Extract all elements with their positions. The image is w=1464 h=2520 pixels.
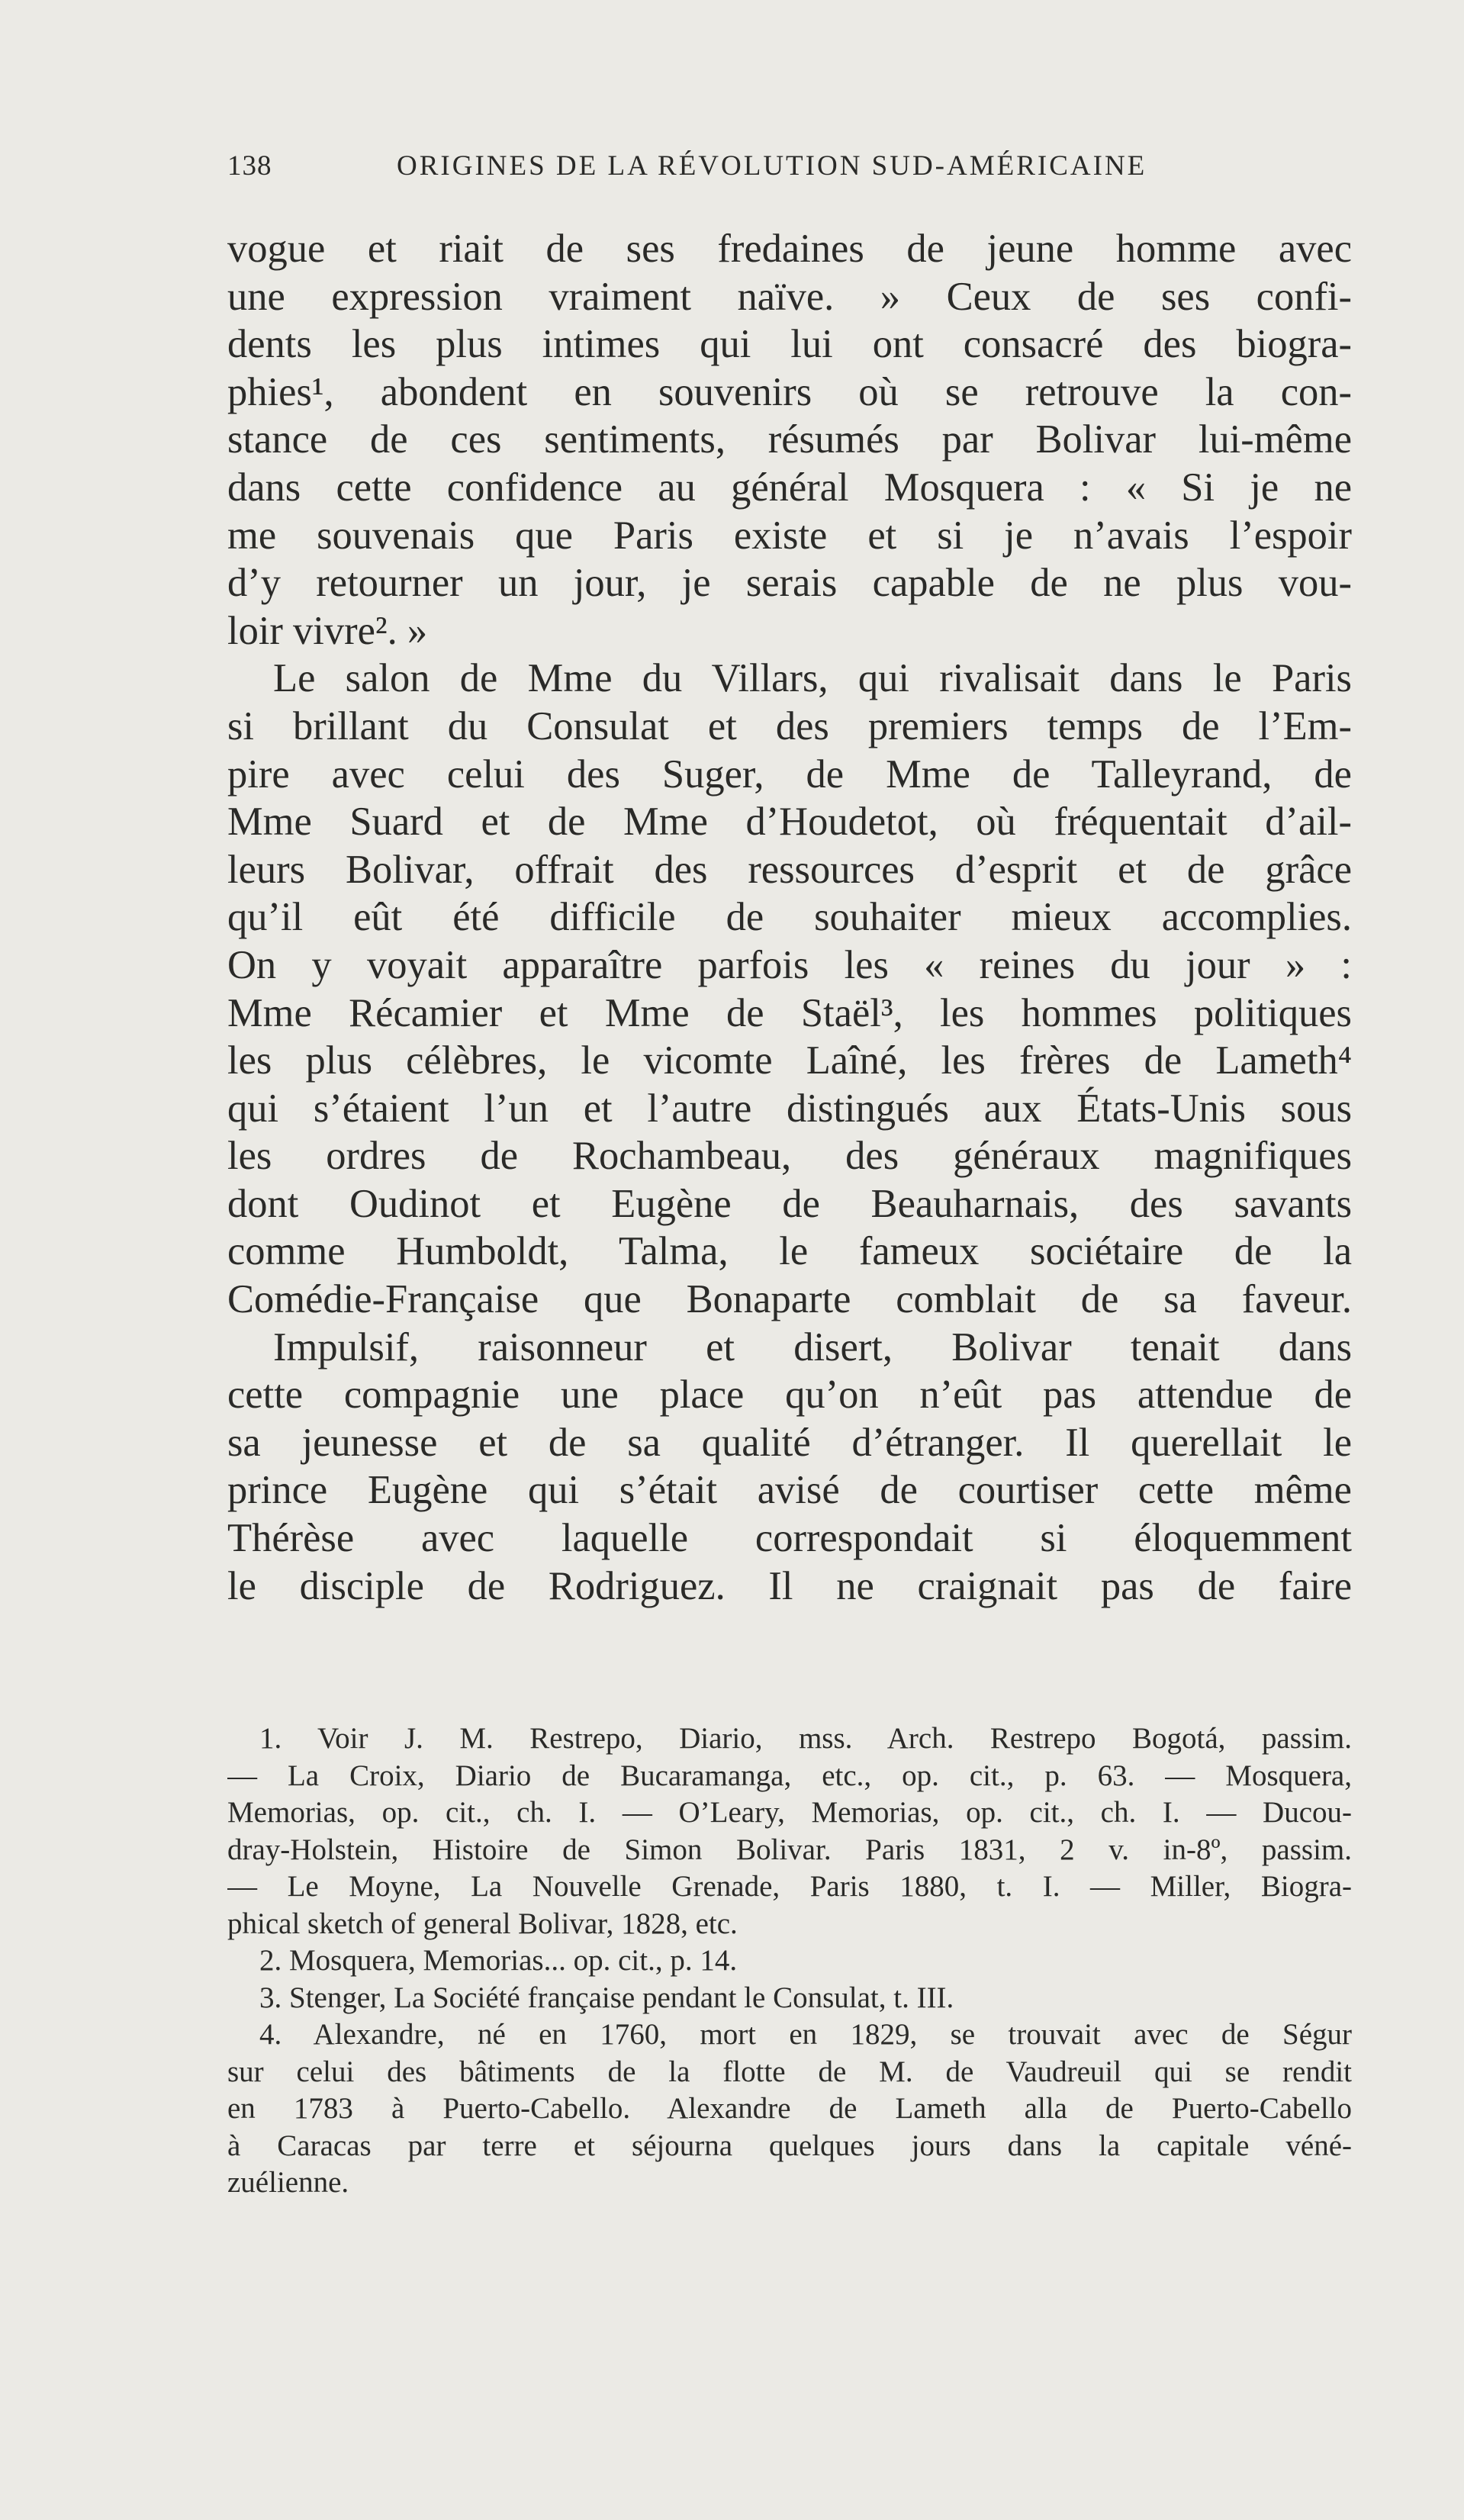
footnote-line: sur celui des bâtiments de la flotte de M. de Vaudreuil qui se rendit <box>227 2055 1352 2088</box>
footnote-line: phical sketch of general Bolivar, 1828, etc. <box>227 1907 738 1940</box>
body-line: Mme Récamier et Mme de Staël³, les hommes politiques <box>227 990 1352 1035</box>
footnote-line: — Le Moyne, La Nouvelle Grenade, Paris 1880, t. I. — Miller, Biogra- <box>227 1870 1352 1903</box>
body-text <box>227 225 1352 1610</box>
body-line: prince Eugène qui s’était avisé de courtiser cette même <box>227 1468 1352 1513</box>
body-line: qu’il eût été difficile de souhaiter mieux accomplies. <box>227 895 1352 940</box>
footnote-line: 3. Stenger, La Société française pendant le Consulat, t. III. <box>259 1981 954 2014</box>
body-line: sa jeunesse et de sa qualité d’étranger. Il querellait le <box>227 1420 1352 1465</box>
footnote-line: — La Croix, Diario de Bucaramanga, etc., op. cit., p. 63. — Mosquera, <box>227 1759 1352 1792</box>
body-line: Mme Suard et de Mme d’Houdetot, où fréquentait d’ail- <box>227 800 1352 845</box>
footnote-line: zuélienne. <box>227 2166 349 2199</box>
footnote-line: 1. Voir J. M. Restrepo, Diario, mss. Arch. Restrepo Bogotá, passim. <box>259 1722 1352 1755</box>
body-line: cette compagnie une place qu’on n’eût pas attendue de <box>227 1373 1352 1418</box>
footnote-line: 2. Mosquera, Memorias... op. cit., p. 14. <box>259 1944 738 1977</box>
body-line: dents les plus intimes qui lui ont consacré des biogra- <box>227 322 1352 367</box>
body-line: une expression vraiment naïve. » Ceux de ses confi- <box>227 274 1352 319</box>
body-line: le disciple de Rodriguez. Il ne craignait pas de faire <box>227 1563 1352 1608</box>
footnotes <box>227 1720 1352 2202</box>
body-line: qui s’étaient l’un et l’autre distingués aux États-Unis sous <box>227 1086 1352 1131</box>
body-line: Thérèse avec laquelle correspondait si éloquemment <box>227 1516 1352 1561</box>
body-line: me souvenais que Paris existe et si je n’avais l’espoir <box>227 513 1352 558</box>
body-line: On y voyait apparaître parfois les « reines du jour » : <box>227 942 1352 987</box>
footnote-line: Memorias, op. cit., ch. I. — O’Leary, Memorias, op. cit., ch. I. — Ducou- <box>227 1796 1352 1829</box>
footnote-line: dray-Holstein, Histoire de Simon Bolivar. Paris 1831, 2 v. in-8º, passim. <box>227 1833 1352 1866</box>
body-line: dont Oudinot et Eugène de Beauharnais, des savants <box>227 1181 1352 1226</box>
body-line: si brillant du Consulat et des premiers temps de l’Em- <box>227 703 1352 748</box>
body-line: leurs Bolivar, offrait des ressources d’esprit et de grâce <box>227 847 1352 892</box>
body-line: vogue et riait de ses fredaines de jeune homme avec <box>227 227 1352 271</box>
body-line: pire avec celui des Suger, de Mme de Talleyrand, de <box>227 751 1352 797</box>
page-number: 138 <box>227 150 272 182</box>
body-line: d’y retourner un jour, je serais capable de ne plus vou- <box>227 561 1352 606</box>
body-line: comme Humboldt, Talma, le fameux sociétaire de la <box>227 1229 1352 1274</box>
body-line: les ordres de Rochambeau, des généraux magnifiques <box>227 1134 1352 1179</box>
running-header <box>227 150 1198 192</box>
body-line: Impulsif, raisonneur et disert, Bolivar tenait dans <box>273 1324 1352 1369</box>
running-title: ORIGINES DE LA RÉVOLUTION SUD-AMÉRICAINE <box>397 150 1147 182</box>
body-line: Comédie-Française que Bonaparte comblait de sa faveur. <box>227 1277 1352 1322</box>
footnote-line: 4. Alexandre, né en 1760, mort en 1829, se trouvait avec de Ségur <box>259 2018 1352 2051</box>
body-line: phies¹, abondent en souvenirs où se retrouve la con- <box>227 369 1352 414</box>
body-line: les plus célèbres, le vicomte Laîné, les frères de Lameth⁴ <box>227 1038 1352 1083</box>
body-line: stance de ces sentiments, résumés par Bolivar lui-même <box>227 417 1352 462</box>
body-line: loir vivre². » <box>227 608 428 653</box>
body-line: dans cette confidence au général Mosquera : « Si je ne <box>227 465 1352 510</box>
footnote-line: en 1783 à Puerto-Cabello. Alexandre de Lameth alla de Puerto-Cabello <box>227 2092 1352 2125</box>
footnote-line: à Caracas par terre et séjourna quelques jours dans la capitale véné- <box>227 2129 1352 2162</box>
body-line: Le salon de Mme du Villars, qui rivalisait dans le Paris <box>273 656 1352 701</box>
